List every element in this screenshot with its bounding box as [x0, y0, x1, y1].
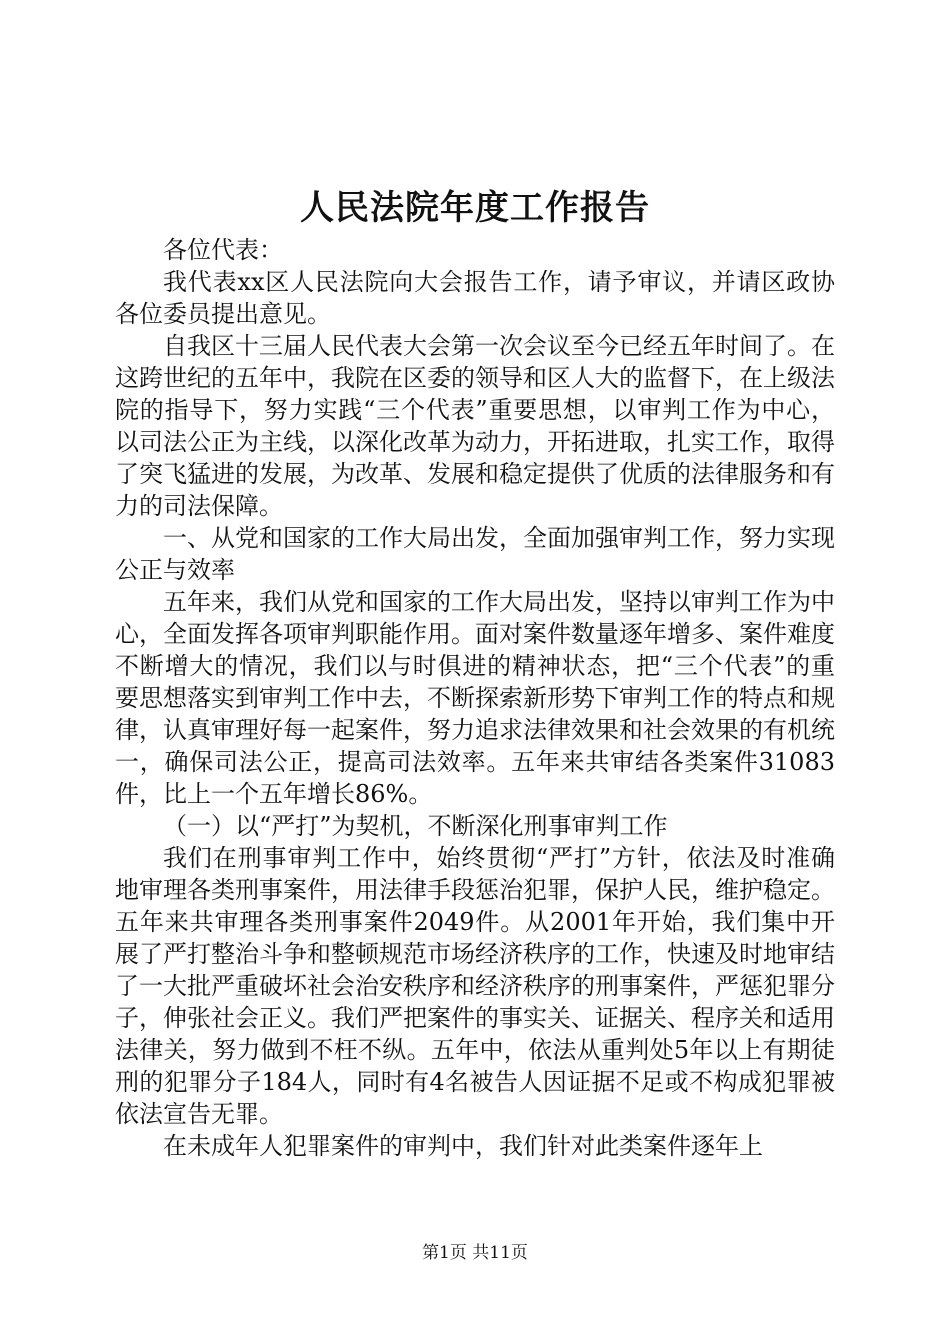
paragraph-criminal-trials: 我们在刑事审判工作中，始终贯彻“严打”方针，依法及时准确地审理各类刑事案件，用法律手段惩治犯罪，保护人民，维护稳定。五年来共审理各类刑事案件2049件。从2001年开始，我们集中开展了严打整治斗争和整顿规范市场经济秩序的工作，快速及时地审结了一大批严重破坏社会治安秩序和经济秩序的刑事案件，严惩犯罪分子，伸张社会正义。我们严把案件的事实关、证据关、程序关和适用法律关，努力做到不枉不纵。五年中，依法从重判处5年以上有期徒刑的犯罪分子184人，同时有4名被告人因证据不足或不构成犯罪被依法宣告无罪。: [115, 844, 835, 1128]
paragraph-salutation: 各位代表：: [163, 236, 283, 264]
paragraph-intro: 我代表xx区人民法院向大会报告工作，请予审议，并请区政协各位委员提出意见。: [115, 268, 835, 328]
subsection-heading-1: （一）以“严打”为契机，不断深化刑事审判工作: [163, 812, 668, 840]
document-title: 人民法院年度工作报告: [300, 188, 650, 228]
paragraph-juvenile-cases: 在未成年人犯罪案件的审判中，我们针对此类案件逐年上: [163, 1132, 763, 1160]
paragraph-section-1: 五年来，我们从党和国家的工作大局出发，坚持以审判工作为中心，全面发挥各项审判职能作用。面对案件数量逐年增多、案件难度不断增大的情况，我们以与时俱进的精神状态，把“三个代表”的重要思想落实到审判工作中去，不断探索新形势下审判工作的特点和规律，认真审理好每一起案件，努力追求法律效果和社会效果的有机统一，确保司法公正，提高司法效率。五年来共审结各类案件31083件，比上一个五年增长86%。: [115, 588, 835, 808]
page-number: 第1页 共11页: [422, 1243, 528, 1263]
section-heading-1: 一、从党和国家的工作大局出发，全面加强审判工作，努力实现公正与效率: [115, 524, 835, 584]
paragraph-overview: 自我区十三届人民代表大会第一次会议至今已经五年时间了。在这跨世纪的五年中，我院在区委的领导和区人大的监督下，在上级法院的指导下，努力实践“三个代表”重要思想，以审判工作为中心，以司法公正为主线，以深化改革为动力，开拓进取，扎实工作，取得了突飞猛进的发展，为改革、发展和稳定提供了优质的法律服务和有力的司法保障。: [115, 332, 835, 520]
document-body: [115, 234, 835, 1162]
